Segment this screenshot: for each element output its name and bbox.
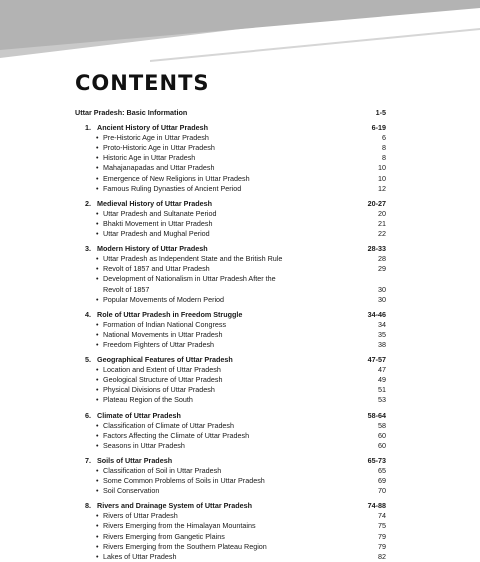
toc-item-label [75,330,222,340]
toc-item-page: 35 [378,329,386,339]
toc-item[interactable] [75,385,386,395]
toc-item[interactable] [75,476,386,486]
chapter-pages: 47-57 [367,355,386,365]
toc-item-label [75,431,249,441]
bullet-icon: • [96,531,99,541]
toc-item[interactable] [75,542,386,552]
toc-item-text: Lakes of Uttar Pradesh [103,551,177,561]
toc-item[interactable] [75,466,386,476]
bullet-icon: • [96,143,99,153]
toc-item-text: Revolt of 1857 and Uttar Pradesh [103,264,210,274]
toc-item-text: Classification of Climate of Uttar Pradesh [103,420,235,430]
toc-item-label [75,441,185,451]
chapter-number: 4. [85,309,91,319]
toc-item-page: 34 [378,319,386,329]
toc-item[interactable] [75,320,386,330]
toc-item[interactable] [75,295,386,305]
bullet-icon: • [96,208,99,218]
toc-item-label [75,532,225,542]
toc-item[interactable] [75,486,386,496]
chapter-number: 1. [85,123,91,133]
bullet-icon: • [96,274,99,284]
toc-item[interactable] [75,133,386,143]
toc-item-label [75,385,215,395]
toc-item-text: Bhakti Movement in Uttar Pradesh [103,218,213,228]
toc-item-page: 75 [378,521,386,531]
toc-item-page: 74 [378,511,386,521]
toc-item-page: 51 [378,385,386,395]
bullet-icon: • [96,173,99,183]
toc-item-label [75,143,215,153]
bullet-icon: • [96,420,99,430]
chapter-number: 2. [85,198,91,208]
toc-item-label [75,511,178,521]
toc-item-text: Uttar Pradesh as Independent State and the British Rule [103,254,283,264]
chapter-heading[interactable] [75,199,386,209]
toc-item-page: 12 [378,183,386,193]
toc-item-page: 38 [378,339,386,349]
bullet-icon: • [96,440,99,450]
toc-item-page: 29 [378,264,386,274]
toc-item[interactable] [75,254,386,264]
toc-item-page: 70 [378,486,386,496]
bullet-icon: • [96,511,99,521]
toc-item-page: 20 [378,208,386,218]
bullet-icon: • [96,319,99,329]
toc-item-label [75,163,214,173]
bullet-icon: • [96,430,99,440]
chapter-title: Soils of Uttar Pradesh [97,455,173,465]
toc-item-label [75,133,209,143]
toc-item-label [75,552,177,562]
chapter-pages: 20-27 [367,198,386,208]
toc-item-page: 6 [382,133,386,143]
header-decoration [0,0,480,80]
chapter-label [75,123,208,133]
toc-item-text: Formation of Indian National Congress [103,319,227,329]
chapter-title: Rivers and Drainage System of Uttar Pradesh [97,501,252,511]
toc-item-page: 21 [378,218,386,228]
toc-item-label [75,395,193,405]
chapter-label [75,501,252,511]
toc-item-text: Soil Conservation [103,486,160,496]
chapter-pages: 34-46 [367,309,386,319]
bullet-icon: • [96,375,99,385]
chapter-list [75,123,386,562]
toc-item-text: Uttar Pradesh and Mughal Period [103,229,210,239]
bullet-icon: • [96,183,99,193]
toc-item-page: 65 [378,466,386,475]
toc-item-text: Rivers Emerging from the Himalayan Mountains [103,521,256,531]
toc-item-page: 10 [378,163,386,173]
toc-item-label [75,184,241,194]
bullet-icon: • [96,163,99,173]
page-title: CONTENTS [75,71,210,95]
toc-item-text: Seasons in Uttar Pradesh [103,440,185,450]
chapter-heading[interactable] [75,123,386,133]
chapter-heading[interactable] [75,355,386,365]
toc-item-text: Classification of Soil in Uttar Pradesh [103,466,222,475]
chapter-label [75,355,233,365]
bullet-icon: • [96,294,99,304]
toc-item[interactable] [75,441,386,451]
toc-item-label [75,320,226,330]
chapter-heading[interactable] [75,244,386,254]
toc-item-text: Plateau Region of the South [103,395,193,405]
toc-item[interactable] [75,552,386,562]
toc-item-text: Mahajanapadas and Uttar Pradesh [103,163,215,173]
chapter-number: 3. [85,244,91,254]
toc-item-text: Location and Extent of Uttar Pradesh [103,365,221,375]
chapter-label [75,411,181,421]
toc-item-page: 22 [378,229,386,239]
toc-basic-pages: 1-5 [375,108,386,117]
chapter-heading[interactable] [75,310,386,320]
toc-item-page: 47 [378,365,386,375]
toc-item-label [75,274,293,294]
chapter-title: Modern History of Uttar Pradesh [97,244,208,254]
toc-item[interactable] [75,264,386,274]
toc-item-label [75,219,212,229]
toc-item-label [75,486,159,496]
chapter-title: Medieval History of Uttar Pradesh [97,198,213,208]
toc-item[interactable] [75,421,386,431]
toc-item-label [75,174,250,184]
toc-item[interactable] [75,153,386,163]
bullet-icon: • [96,339,99,349]
toc-item-page: 10 [378,173,386,183]
toc-item-label [75,466,221,476]
toc-item-label [75,153,195,163]
toc-item-text: Uttar Pradesh and Sultanate Period [103,208,217,218]
chapter-number: 5. [85,355,91,365]
chapter-label [75,456,172,466]
toc-item[interactable] [75,219,386,229]
bullet-icon: • [96,133,99,143]
toc-item-label [75,340,214,350]
toc-item-label [75,264,210,274]
toc-item-text: Geological Structure of Uttar Pradesh [103,375,223,385]
toc-item-text: Some Common Problems of Soils in Uttar Pradesh [103,476,265,486]
bullet-icon: • [96,329,99,339]
chapter-pages: 58-64 [367,410,386,420]
bullet-icon: • [96,486,99,496]
bullet-icon: • [96,218,99,228]
toc-item-text: Historic Age in Uttar Pradesh [103,153,196,163]
toc-item-label [75,295,224,305]
chapter-heading[interactable] [75,456,386,466]
bullet-icon: • [96,229,99,239]
toc-item[interactable] [75,209,386,219]
toc-item-text: Famous Ruling Dynasties of Ancient Period [103,183,242,193]
toc-item-label [75,421,234,431]
chapter-title: Role of Uttar Pradesh in Freedom Struggle [97,309,243,319]
toc-item-page: 60 [378,430,386,440]
toc-item-text: Rivers Emerging from Gangetic Plains [103,531,225,541]
toc-item[interactable] [75,143,386,153]
chapter-label [75,199,212,209]
table-of-contents [75,108,386,562]
toc-item-label [75,254,282,264]
bullet-icon: • [96,551,99,561]
toc-item[interactable] [75,184,386,194]
toc-item-page: 30 [378,294,386,304]
chapter-heading[interactable] [75,411,386,421]
toc-item[interactable] [75,229,386,239]
toc-item-text: Rivers Emerging from the Southern Plateau Region [103,541,267,551]
bullet-icon: • [96,365,99,375]
chapter-title: Ancient History of Uttar Pradesh [97,123,209,133]
chapter-number: 8. [85,501,91,511]
toc-item-label [75,521,256,531]
toc-item-page: 58 [378,420,386,430]
bullet-icon: • [96,395,99,405]
chapter-label [75,310,242,320]
toc-item-page: 79 [378,531,386,541]
toc-item-page: 82 [378,551,386,561]
toc-item-label [75,542,267,552]
toc-item-page: 8 [382,153,386,163]
toc-item[interactable] [75,375,386,385]
chapter-pages: 6-19 [371,123,386,133]
toc-item[interactable] [75,330,386,340]
chapter-title: Climate of Uttar Pradesh [97,410,181,420]
toc-item-label [75,229,210,239]
toc-item[interactable] [75,340,386,350]
bullet-icon: • [96,521,99,531]
toc-item-page: 79 [378,541,386,551]
toc-item-page: 60 [378,440,386,450]
toc-item[interactable] [75,395,386,405]
chapter-label [75,244,208,254]
toc-item-page: 8 [382,143,386,153]
chapter-number: 7. [85,455,91,465]
toc-item-page: 49 [378,375,386,385]
bullet-icon: • [96,385,99,395]
toc-item-text: Physical Divisions of Uttar Pradesh [103,385,215,395]
toc-item-text: Development of Nationalism in Uttar Pradesh After the Revolt of 1857 [103,274,276,294]
chapter-heading[interactable] [75,501,386,511]
toc-item-page: 53 [378,395,386,405]
chapter-number: 6. [85,410,91,420]
toc-item[interactable] [75,174,386,184]
bullet-icon: • [96,541,99,551]
bullet-icon: • [96,153,99,163]
toc-item-label [75,365,221,375]
chapter-title: Geographical Features of Uttar Pradesh [97,355,233,365]
toc-item-text: Proto-Historic Age in Uttar Pradesh [103,143,215,153]
toc-item-text: Popular Movements of Modern Period [103,294,225,304]
toc-item-label [75,209,216,219]
toc-item-page: 28 [378,254,386,264]
toc-item-page: 30 [378,284,386,294]
toc-item-text: Factors Affecting the Climate of Uttar Pradesh [103,430,250,440]
toc-item-text: National Movements in Uttar Pradesh [103,329,223,339]
toc-item[interactable] [75,163,386,173]
chapter-pages: 74-88 [367,501,386,511]
toc-item-label [75,375,222,385]
chapter-pages: 28-33 [367,244,386,254]
toc-item[interactable] [75,431,386,441]
toc-item[interactable] [75,365,386,375]
toc-basic-label: Uttar Pradesh: Basic Information [75,108,188,117]
bullet-icon: • [96,254,99,264]
toc-item[interactable] [75,532,386,542]
toc-item-text: Pre-Historic Age in Uttar Pradesh [103,133,209,143]
bullet-icon: • [96,476,99,486]
bullet-icon: • [96,264,99,274]
toc-basic-info[interactable] [75,108,386,118]
toc-item[interactable] [75,521,386,531]
toc-item-page: 69 [378,476,386,486]
toc-item[interactable] [75,274,386,294]
toc-item[interactable] [75,511,386,521]
toc-item-text: Freedom Fighters of Uttar Pradesh [103,339,215,349]
toc-item-text: Rivers of Uttar Pradesh [103,511,178,521]
toc-item-text: Emergence of New Religions in Uttar Pradesh [103,173,250,183]
toc-item-label [75,476,265,486]
chapter-pages: 65-73 [367,455,386,465]
bullet-icon: • [96,466,99,475]
